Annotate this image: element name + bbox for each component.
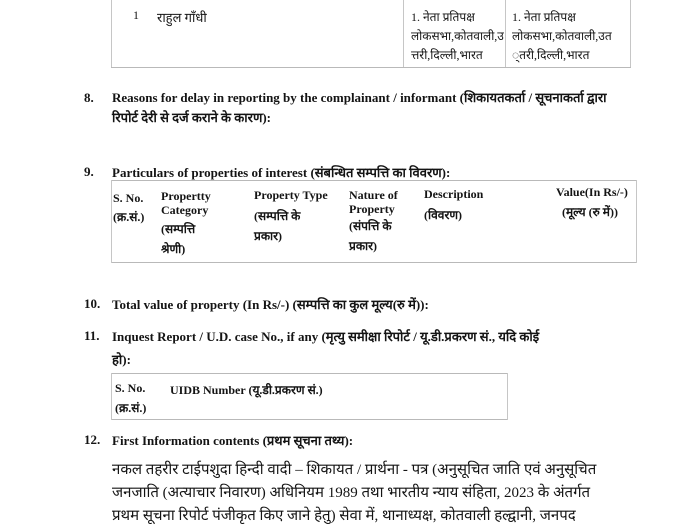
- column-header: Property: [349, 202, 395, 216]
- column-header: (क्र.सं.): [115, 401, 147, 415]
- table-border: [636, 180, 637, 263]
- section-heading: Particulars of properties of interest (संबन्धित सम्पत्ति का विवरण):: [112, 165, 451, 180]
- address-line: लोकसभा,कोतवाली,उत: [512, 29, 612, 43]
- address-line: ्तरी,दिल्ली,भारत: [512, 48, 590, 62]
- section-number: 8.: [84, 90, 94, 105]
- table-border: [630, 0, 631, 68]
- table-border: [507, 373, 508, 420]
- column-header: Category: [161, 203, 209, 217]
- column-header: (मूल्य (रु में)): [562, 205, 618, 219]
- table-border: [111, 180, 637, 181]
- column-header: S. No.: [115, 381, 146, 395]
- section-heading: Inquest Report / U.D. case No., if any (मृत्यु समीक्षा रिपोर्ट / यू.डी.प्रकरण सं., यदि कोई: [112, 329, 540, 344]
- column-header: Property Type: [254, 188, 328, 202]
- column-header: (संपत्ति के: [349, 219, 392, 233]
- column-header: श्रेणी): [161, 242, 186, 256]
- column-header: Propertty: [161, 189, 211, 203]
- section-number: 12.: [84, 432, 101, 447]
- table-border: [111, 419, 508, 420]
- column-header: (विवरण): [424, 208, 463, 222]
- section-heading: रिपोर्ट देरी से दर्ज कराने के कारण):: [112, 110, 272, 125]
- table-border: [111, 373, 508, 374]
- table-border: [505, 0, 506, 68]
- column-header: UIDB Number (यू.डी.प्रकरण सं.): [170, 383, 323, 397]
- section-heading: Reasons for delay in reporting by the complainant / informant (शिकायतकर्ता / सूचनाकर्ता द्वारा: [112, 90, 607, 105]
- address-line: 1. नेता प्रतिपक्ष: [512, 10, 576, 24]
- section-number: 11.: [84, 328, 100, 343]
- section-heading: हो):: [112, 352, 131, 367]
- column-header: (सम्पत्ति के: [254, 209, 301, 223]
- section-heading: First Information contents (प्रथम सूचना तथ्य):: [112, 433, 354, 448]
- address-line: त्तरी,दिल्ली,भारत: [411, 48, 483, 62]
- column-header: Value(In Rs/-): [556, 185, 628, 199]
- accused-name: राहुल गाँधी: [157, 10, 207, 25]
- section-heading: Total value of property (In Rs/-) (सम्पत्ति का कुल मूल्य(रु में)):: [112, 297, 429, 312]
- column-header: प्रकार): [254, 229, 283, 243]
- column-header: S. No.: [113, 191, 144, 205]
- section-number: 9.: [84, 164, 94, 179]
- section-number: 10.: [84, 296, 101, 311]
- column-header: (सम्पत्ति: [161, 222, 196, 236]
- table-border: [111, 0, 112, 68]
- column-header: Nature of: [349, 188, 398, 202]
- fir-content-line: प्रथम सूचना रिपोर्ट पंजीकृत किए जाने हेतु) सेवा में, थानाध्यक्ष, कोतवाली हल्द्वानी, जनपद: [112, 508, 576, 524]
- address-line: 1. नेता प्रतिपक्ष: [411, 10, 475, 24]
- table-border: [111, 67, 631, 68]
- fir-content-line: जनजाति (अत्याचार निवारण) अधिनियम 1989 तथा भारतीय न्याय संहिता, 2023 के अंतर्गत: [112, 485, 591, 501]
- fir-content-line: नकल तहरीर टाईपशुदा हिन्दी वादी – शिकायत / प्रार्थना - पत्र (अनुसूचित जाति एवं अनुसूचित: [112, 462, 597, 478]
- column-header: प्रकार): [349, 239, 378, 253]
- table-border: [111, 180, 112, 263]
- address-line: लोकसभा,कोतवाली,उ: [411, 29, 504, 43]
- serial-number: 1: [133, 8, 139, 22]
- table-border: [403, 0, 404, 68]
- table-border: [111, 373, 112, 420]
- table-border: [111, 262, 637, 263]
- column-header: Description: [424, 187, 484, 201]
- column-header: (क्र.सं.): [113, 210, 145, 224]
